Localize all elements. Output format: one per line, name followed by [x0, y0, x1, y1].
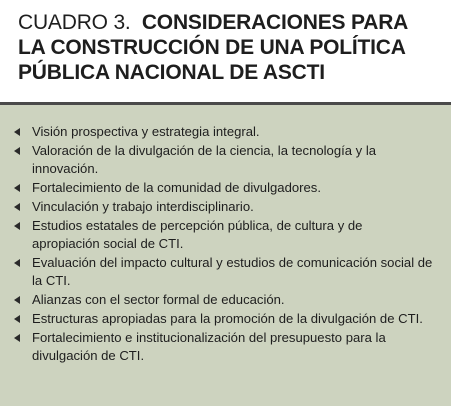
list-item	[14, 179, 433, 197]
considerations-list	[14, 123, 433, 365]
box-title-line-1: CONSIDERACIONES PARA	[141, 11, 409, 34]
list-item-text: Visión prospectiva y estrategia integral.	[32, 124, 260, 139]
list-item	[14, 291, 433, 309]
triangle-left-bullet-icon	[14, 296, 20, 304]
list-item-text: Estudios estatales de percepción pública, de cultura y de apropiación social de CTI.	[32, 218, 363, 251]
list-item-text: Fortalecimiento e institucionalización del presupuesto para la divulgación de CTI.	[32, 330, 386, 363]
triangle-left-bullet-icon	[14, 334, 20, 342]
list-item	[14, 329, 433, 365]
header-line-1	[18, 10, 433, 35]
box-title-line-2: LA CONSTRUCCIÓN DE UNA POLÍTICA	[18, 36, 406, 59]
triangle-left-bullet-icon	[14, 222, 20, 230]
list-item-text: Alianzas con el sector formal de educación.	[32, 292, 285, 307]
box-header	[0, 0, 451, 100]
triangle-left-bullet-icon	[14, 128, 20, 136]
box-title-line-3: PÚBLICA NACIONAL DE ASCTI	[18, 61, 325, 84]
list-item	[14, 217, 433, 253]
list-item	[14, 254, 433, 290]
triangle-left-bullet-icon	[14, 203, 20, 211]
list-item	[14, 123, 433, 141]
list-item-text: Estructuras apropiadas para la promoción de la divulgación de CTI.	[32, 311, 423, 326]
list-item-text: Fortalecimiento de la comunidad de divulgadores.	[32, 180, 321, 195]
list-item	[14, 198, 433, 216]
triangle-left-bullet-icon	[14, 184, 20, 192]
triangle-left-bullet-icon	[14, 147, 20, 155]
list-item	[14, 310, 433, 328]
triangle-left-bullet-icon	[14, 259, 20, 267]
considerations-panel	[0, 105, 451, 406]
triangle-left-bullet-icon	[14, 315, 20, 323]
list-item-text: Valoración de la divulgación de la ciencia, la tecnología y la innovación.	[32, 143, 377, 176]
list-item	[14, 142, 433, 178]
list-item-text: Evaluación del impacto cultural y estudios de comunicación social de la CTI.	[32, 255, 433, 288]
box-number: CUADRO 3.	[18, 11, 131, 34]
list-item-text: Vinculación y trabajo interdisciplinario.	[32, 199, 254, 214]
